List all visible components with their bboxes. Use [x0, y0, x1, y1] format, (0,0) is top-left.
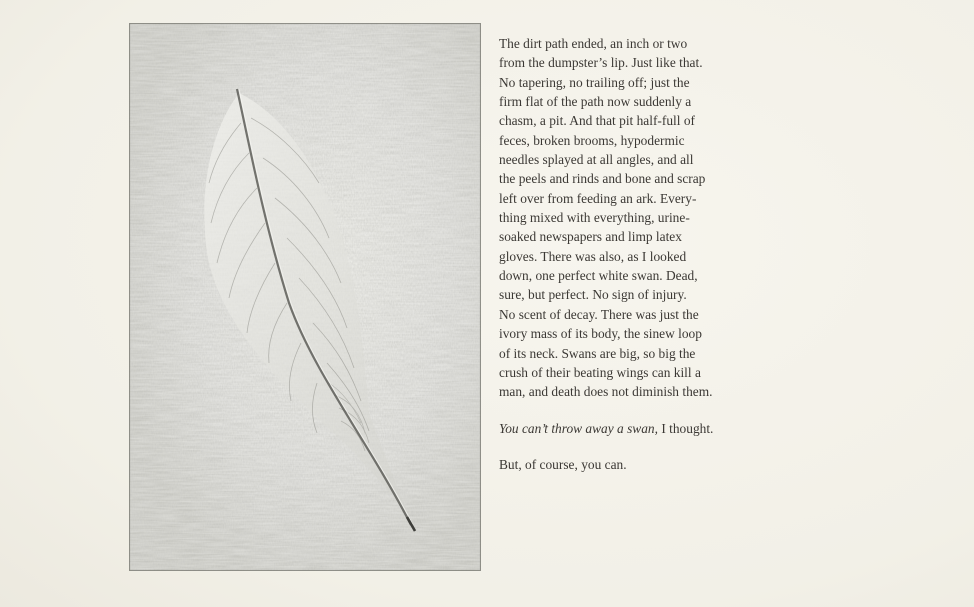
text-line: soaked newspapers and limp latex	[499, 229, 682, 245]
text-line: man, and death does not diminish them.	[499, 384, 713, 400]
paragraph-spacer	[499, 438, 749, 455]
paragraph-3: But, of course, you can.	[499, 456, 627, 472]
feather-print-image	[129, 23, 481, 571]
paragraph-2	[499, 419, 749, 438]
text-line: No scent of decay. There was just the	[499, 306, 699, 322]
text-line: left over from feeding an ark. Every-	[499, 190, 697, 206]
text-line: The dirt path ended, an inch or two	[499, 36, 688, 51]
thought-tag: I thought.	[657, 420, 714, 436]
text-line: firm flat of the path now suddenly a	[499, 94, 692, 110]
text-line: down, one perfect white swan. Dead,	[499, 268, 698, 284]
text-line: needles splayed at all angles, and all	[499, 152, 694, 168]
paragraph-spacer	[499, 402, 749, 419]
text-line: ivory mass of its body, the sinew loop	[499, 326, 702, 342]
paragraph-1	[499, 34, 749, 402]
text-line: the peels and rinds and bone and scrap	[499, 171, 706, 187]
text-line: crush of their beating wings can kill a	[499, 364, 701, 380]
text-line: No tapering, no trailing off; just the	[499, 74, 690, 90]
text-line: thing mixed with everything, urine-	[499, 210, 690, 226]
text-line: of its neck. Swans are big, so big the	[499, 345, 696, 361]
text-line: sure, but perfect. No sign of injury.	[499, 287, 687, 303]
story-text	[499, 34, 749, 474]
text-line: from the dumpster’s lip. Just like that.	[499, 55, 703, 71]
italic-thought: You can’t throw away a swan,	[499, 420, 658, 436]
text-line: gloves. There was also, as I looked	[499, 248, 687, 264]
feather-icon	[129, 23, 481, 571]
text-line: chasm, a pit. And that pit half-full of	[499, 113, 695, 129]
text-line: feces, broken brooms, hypodermic	[499, 132, 685, 148]
